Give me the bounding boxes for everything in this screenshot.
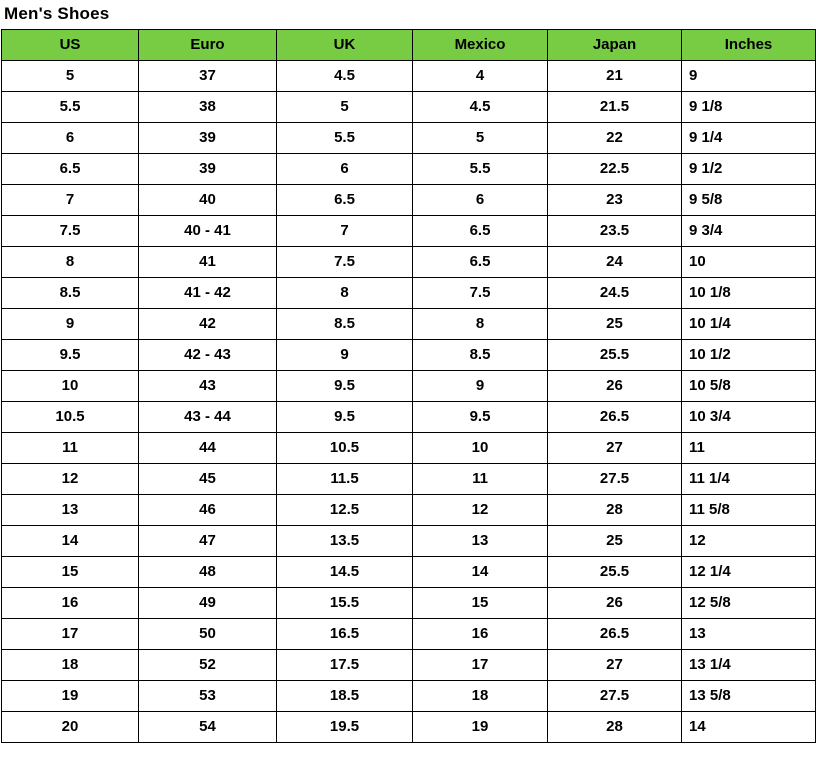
table-cell: 50 (139, 619, 277, 650)
table-cell: 9.5 (277, 402, 413, 433)
table-row (2, 371, 816, 402)
table-row (2, 712, 816, 743)
table-cell: 13 (413, 526, 548, 557)
table-cell: 25 (548, 309, 682, 340)
column-header-inches: Inches (682, 30, 816, 61)
table-cell: 27 (548, 650, 682, 681)
table-cell: 10.5 (2, 402, 139, 433)
table-cell: 13 (2, 495, 139, 526)
table-cell: 13 1/4 (682, 650, 816, 681)
table-cell: 9 3/4 (682, 216, 816, 247)
table-cell: 10.5 (277, 433, 413, 464)
table-cell: 16.5 (277, 619, 413, 650)
table-cell: 5.5 (277, 123, 413, 154)
table-cell: 8.5 (277, 309, 413, 340)
table-cell: 23 (548, 185, 682, 216)
table-cell: 28 (548, 495, 682, 526)
table-cell: 19 (413, 712, 548, 743)
table-cell: 10 (2, 371, 139, 402)
table-row (2, 123, 816, 154)
table-cell: 10 1/2 (682, 340, 816, 371)
table-cell: 9.5 (413, 402, 548, 433)
table-cell: 16 (413, 619, 548, 650)
table-cell: 11 (413, 464, 548, 495)
table-cell: 7.5 (277, 247, 413, 278)
table-row (2, 433, 816, 464)
table-cell: 13 5/8 (682, 681, 816, 712)
table-cell: 8 (277, 278, 413, 309)
table-cell: 25.5 (548, 557, 682, 588)
table-cell: 26 (548, 588, 682, 619)
table-cell: 17 (2, 619, 139, 650)
table-cell: 17 (413, 650, 548, 681)
shoe-size-table (1, 29, 816, 743)
table-row (2, 464, 816, 495)
table-cell: 20 (2, 712, 139, 743)
table-cell: 10 5/8 (682, 371, 816, 402)
table-cell: 48 (139, 557, 277, 588)
table-cell: 13 (682, 619, 816, 650)
table-row (2, 340, 816, 371)
table-cell: 41 - 42 (139, 278, 277, 309)
table-cell: 44 (139, 433, 277, 464)
table-cell: 23.5 (548, 216, 682, 247)
table-cell: 26.5 (548, 402, 682, 433)
table-cell: 14 (413, 557, 548, 588)
table-cell: 27 (548, 433, 682, 464)
table-cell: 9 (413, 371, 548, 402)
table-row (2, 185, 816, 216)
table-cell: 6.5 (413, 216, 548, 247)
table-header-row (2, 30, 816, 61)
table-cell: 37 (139, 61, 277, 92)
table-cell: 39 (139, 154, 277, 185)
table-cell: 54 (139, 712, 277, 743)
table-cell: 22.5 (548, 154, 682, 185)
table-cell: 24 (548, 247, 682, 278)
table-cell: 15 (413, 588, 548, 619)
table-cell: 5.5 (413, 154, 548, 185)
table-cell: 19 (2, 681, 139, 712)
table-row (2, 650, 816, 681)
table-cell: 11 (682, 433, 816, 464)
table-cell: 43 - 44 (139, 402, 277, 433)
table-cell: 6.5 (413, 247, 548, 278)
table-cell: 9.5 (277, 371, 413, 402)
table-cell: 8 (413, 309, 548, 340)
table-row (2, 619, 816, 650)
table-cell: 17.5 (277, 650, 413, 681)
column-header-japan: Japan (548, 30, 682, 61)
table-cell: 15.5 (277, 588, 413, 619)
table-cell: 47 (139, 526, 277, 557)
table-cell: 9 1/2 (682, 154, 816, 185)
table-cell: 9 (682, 61, 816, 92)
table-cell: 4.5 (277, 61, 413, 92)
table-cell: 18.5 (277, 681, 413, 712)
table-row (2, 154, 816, 185)
table-cell: 5 (2, 61, 139, 92)
table-cell: 16 (2, 588, 139, 619)
table-cell: 12 (413, 495, 548, 526)
table-cell: 15 (2, 557, 139, 588)
table-cell: 40 (139, 185, 277, 216)
column-header-us: US (2, 30, 139, 61)
table-header (2, 30, 816, 61)
table-row (2, 309, 816, 340)
table-cell: 19.5 (277, 712, 413, 743)
table-cell: 26.5 (548, 619, 682, 650)
table-row (2, 61, 816, 92)
table-cell: 4 (413, 61, 548, 92)
table-cell: 7.5 (2, 216, 139, 247)
table-cell: 41 (139, 247, 277, 278)
table-cell: 6 (277, 154, 413, 185)
table-row (2, 588, 816, 619)
table-row (2, 402, 816, 433)
table-cell: 22 (548, 123, 682, 154)
table-cell: 11.5 (277, 464, 413, 495)
table-cell: 10 1/8 (682, 278, 816, 309)
table-cell: 10 3/4 (682, 402, 816, 433)
table-cell: 18 (2, 650, 139, 681)
column-header-mexico: Mexico (413, 30, 548, 61)
table-cell: 12 1/4 (682, 557, 816, 588)
table-cell: 14 (682, 712, 816, 743)
table-cell: 6.5 (2, 154, 139, 185)
table-cell: 14.5 (277, 557, 413, 588)
table-row (2, 681, 816, 712)
table-cell: 9 1/4 (682, 123, 816, 154)
table-cell: 13.5 (277, 526, 413, 557)
table-cell: 45 (139, 464, 277, 495)
table-cell: 9 (277, 340, 413, 371)
table-cell: 7 (2, 185, 139, 216)
table-cell: 11 1/4 (682, 464, 816, 495)
table-cell: 40 - 41 (139, 216, 277, 247)
table-cell: 25 (548, 526, 682, 557)
table-cell: 12.5 (277, 495, 413, 526)
table-cell: 8.5 (2, 278, 139, 309)
column-header-uk: UK (277, 30, 413, 61)
table-cell: 43 (139, 371, 277, 402)
table-cell: 27.5 (548, 464, 682, 495)
table-cell: 6.5 (277, 185, 413, 216)
table-cell: 27.5 (548, 681, 682, 712)
table-cell: 12 (682, 526, 816, 557)
table-cell: 25.5 (548, 340, 682, 371)
table-cell: 38 (139, 92, 277, 123)
column-header-euro: Euro (139, 30, 277, 61)
table-cell: 11 (2, 433, 139, 464)
page-title: Men's Shoes (4, 4, 110, 23)
table-cell: 10 1/4 (682, 309, 816, 340)
table-cell: 28 (548, 712, 682, 743)
table-row (2, 526, 816, 557)
table-cell: 26 (548, 371, 682, 402)
table-cell: 9.5 (2, 340, 139, 371)
table-row (2, 278, 816, 309)
table-cell: 12 (2, 464, 139, 495)
table-cell: 39 (139, 123, 277, 154)
table-cell: 7.5 (413, 278, 548, 309)
table-cell: 18 (413, 681, 548, 712)
table-cell: 24.5 (548, 278, 682, 309)
table-cell: 9 5/8 (682, 185, 816, 216)
table-cell: 5 (413, 123, 548, 154)
table-body (2, 61, 816, 743)
table-cell: 8 (2, 247, 139, 278)
table-cell: 10 (682, 247, 816, 278)
table-cell: 5 (277, 92, 413, 123)
table-row (2, 495, 816, 526)
table-cell: 21.5 (548, 92, 682, 123)
table-cell: 8.5 (413, 340, 548, 371)
table-cell: 6 (2, 123, 139, 154)
table-cell: 11 5/8 (682, 495, 816, 526)
table-cell: 42 - 43 (139, 340, 277, 371)
table-cell: 6 (413, 185, 548, 216)
table-row (2, 92, 816, 123)
table-cell: 10 (413, 433, 548, 464)
table-cell: 46 (139, 495, 277, 526)
table-cell: 5.5 (2, 92, 139, 123)
table-cell: 14 (2, 526, 139, 557)
table-cell: 52 (139, 650, 277, 681)
table-cell: 7 (277, 216, 413, 247)
table-cell: 49 (139, 588, 277, 619)
table-cell: 9 1/8 (682, 92, 816, 123)
table-cell: 42 (139, 309, 277, 340)
table-cell: 21 (548, 61, 682, 92)
table-row (2, 216, 816, 247)
table-row (2, 557, 816, 588)
table-cell: 12 5/8 (682, 588, 816, 619)
table-cell: 9 (2, 309, 139, 340)
table-cell: 53 (139, 681, 277, 712)
table-row (2, 247, 816, 278)
table-cell: 4.5 (413, 92, 548, 123)
